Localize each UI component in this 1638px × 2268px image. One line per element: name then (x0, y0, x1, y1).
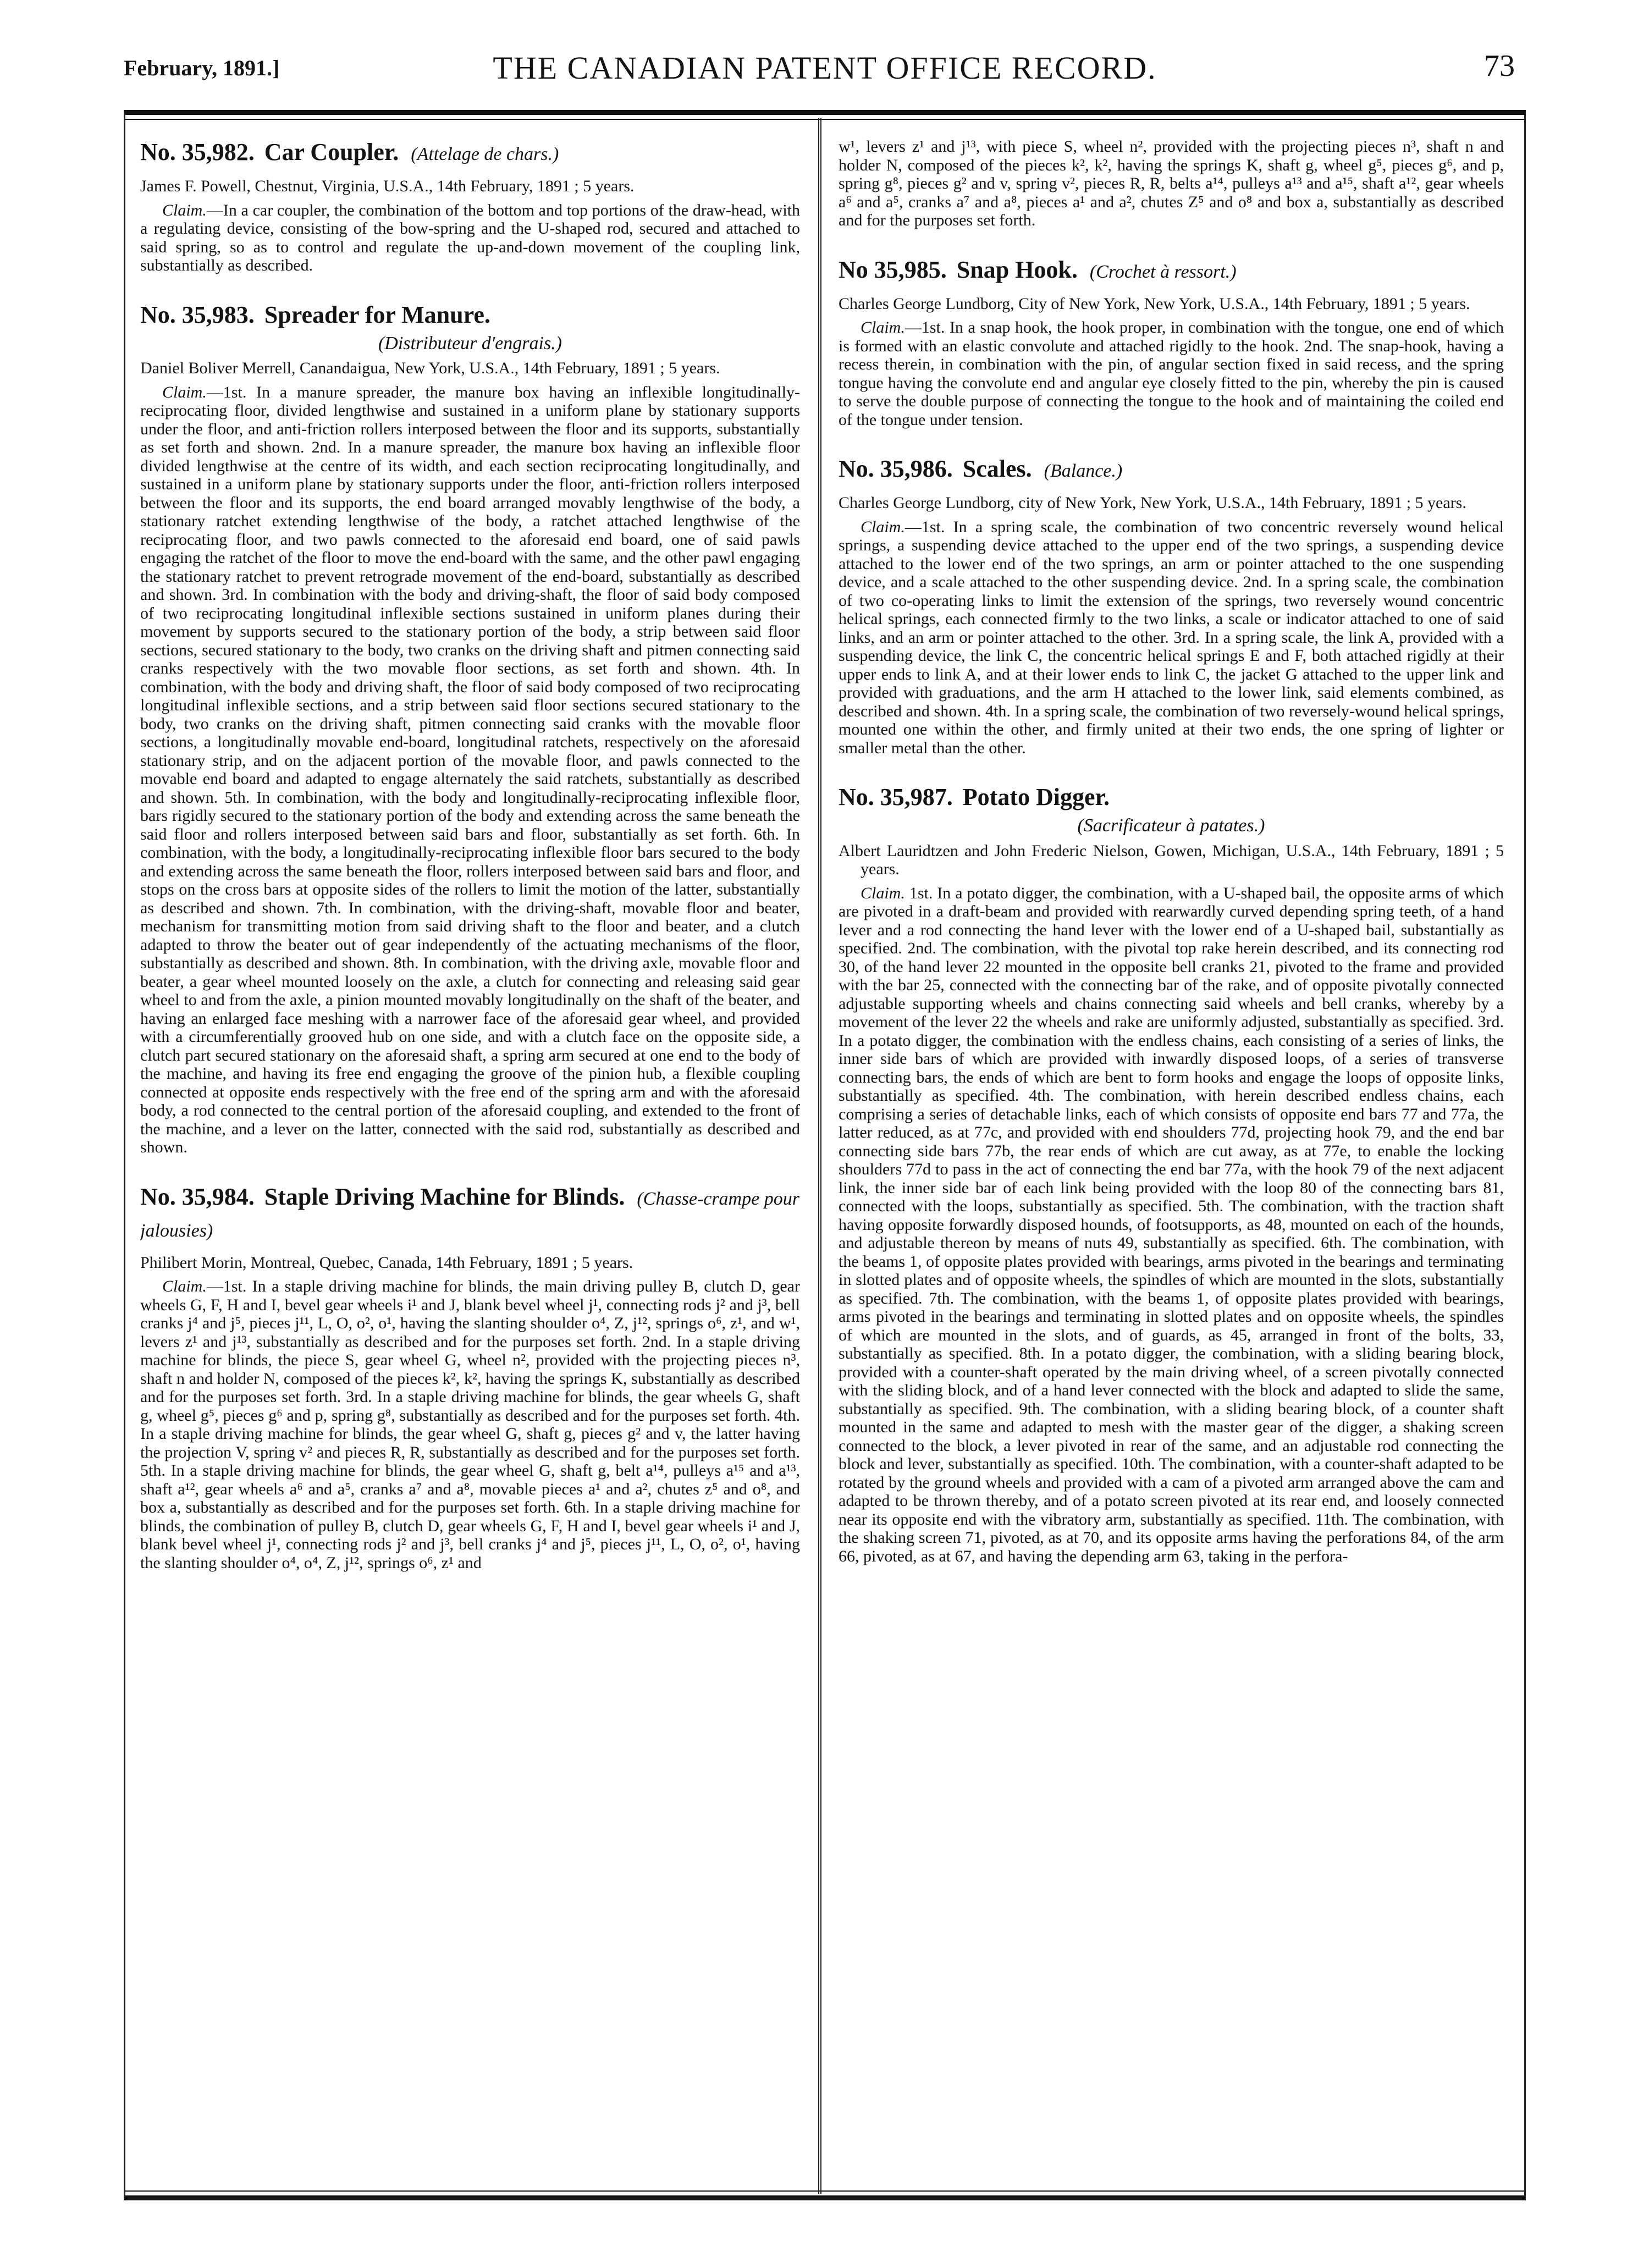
applicant: Charles George Lundborg, City of New York, New York, U.S.A., 14th February, 1891 ; 5 years. (839, 294, 1470, 313)
patent-entry (140, 137, 800, 275)
issue-date: February, 1891.] (124, 56, 280, 80)
claim-label: Claim. (861, 884, 905, 902)
publication-title: THE CANADIAN PATENT OFFICE RECORD. (493, 50, 1157, 86)
left-column (140, 137, 800, 2183)
patent-number: No. 35,986. (839, 455, 953, 482)
french-title: (Balance.) (1044, 461, 1123, 481)
patent-entry (140, 300, 800, 1157)
patent-title: Spreader for Manure. (264, 301, 490, 328)
patent-heading (839, 255, 1504, 287)
applicant: Albert Lauridtzen and John Frederic Nielson, Gowen, Michigan, U.S.A., 14th February, 1891 ; 5 years. (839, 841, 1504, 878)
column-rule (818, 118, 821, 2194)
patent-entry (839, 454, 1504, 757)
claim-label: Claim. (162, 201, 207, 219)
claim-text (839, 137, 1504, 230)
patent-entry (839, 782, 1504, 1565)
applicant: Daniel Boliver Merrell, Canandaigua, New York, U.S.A., 14th February, 1891 ; 5 years. (140, 359, 720, 377)
patent-heading (140, 300, 800, 330)
right-column (839, 137, 1504, 2183)
claim-label: Claim. (861, 517, 905, 536)
french-title: (Sacrificateur à patates.) (1077, 815, 1265, 836)
french-title: (Attelage de chars.) (411, 144, 559, 164)
patent-title: Staple Driving Machine for Blinds. (264, 1183, 625, 1210)
claim-text (839, 518, 1504, 758)
patent-number: No. 35,984. (140, 1183, 255, 1210)
patent-title: Scales. (962, 455, 1032, 482)
french-title: (Distributeur d'engrais.) (378, 333, 562, 354)
patent-heading (839, 782, 1504, 812)
claim-text (140, 201, 800, 275)
claim-label: Claim. (162, 1277, 207, 1295)
patent-heading (839, 454, 1504, 486)
patent-heading (140, 1182, 800, 1246)
page-number: 73 (1484, 49, 1515, 83)
claim-label: Claim. (162, 383, 207, 401)
continued-claim (839, 137, 1504, 230)
claim-body: w¹, levers z¹ and j¹³, with piece S, wheel n², provided with the projecting pieces n³, shaft n and holder N, composed of the pieces k², k², having the springs K, shaft g, wheel g⁵, pieces g⁶, and p, spring g⁸, pieces g² and v, spring v², pieces R, R, belts a¹⁴, pulleys a¹³ and a¹⁵, shaft a¹², gear wheels a⁶ and a⁵, cranks a⁷ and a⁸, pieces a¹ and a², chutes Z⁵ and o⁸ and box a, substantially as described and for the purposes set forth. (839, 137, 1504, 229)
patent-number: No. 35,987. (839, 783, 953, 810)
claim-body: 1st. In a potato digger, the combination, with a U-shaped bail, the opposite arms of which are pivoted in a draft-beam and provided with rearwardly curved depending spring teeth, of a hand lever and a rod connecting the hand lever with the lower end of a U-shaped bail, substantially as specified. 2nd. The combination, with the pivotal top rake herein described, and its connecting rod 30, of the hand lever 22 mounted in the opposite bell cranks 21, pivoted to the frame and provided with the bar 25, connected with the connecting bar of the rake, and of opposite pivotally connected adjustable supporting wheels and chains connecting said wheels and bell cranks, whereby by a movement of the lever 22 the wheels and rake are uniformly adjusted, substantially as specified. 3rd. In a potato digger, the combination with the endless chains, each consisting of a series of links, the inner side bars of which are provided with inwardly disposed loops, of a series of transverse connecting bars, the ends of which are bent to form hooks and engage the loops of opposite links, substantially as specified. 4th. The combination, with herein described endless chains, each comprising a series of detachable links, each of which consists of opposite end bars 77 and 77a, the latter reduced, as at 77c, and provided with end shoulders 77d, projecting hook 79, and the end bar connecting side bars 77b, the rear ends of which are cut away, as at 77e, to enable the locking shoulders 77d to pass in the act of connecting the end bar 77a, with the hook 79 of the next adjacent link, the inner side bar of each link being provided with the loop 80 of the connecting bars 81, connected with the loops, substantially as specified. 5th. The combination, with the traction shaft having opposite forwardly disposed hounds, of footsupports, as 48, mounted on each of the hounds, and adjustable thereon by means of nuts 49, substantially as specified. 6th. The combination, with the beams 1, of opposite plates provided with bearings, arms pivoted in the bearings and terminating in slotted plates and of opposite wheels, the spindles of which are mounted in the slots, substantially as specified. 7th. The combination, with the beams 1, of opposite plates provided with bearings, arms pivoted in the bearings and terminating in slotted plates and on opposite wheels, the spindles of which are mounted in the slots, and of guards, as 45, arranged in front of the bolts, 33, substantially as specified. 8th. In a potato digger, the combination, with a sliding bearing block, provided with a counter-shaft operated by the main driving wheel, of a screen pivotally connected with the sliding block, and of a hand lever connected with the block and adapted to slide the same, substantially as specified. 9th. The combination, with a sliding bearing block, of a counter shaft mounted in the same and adapted to mesh with the master gear of the digger, a shaking screen connected to the block, a lever pivoted in rear of the same, and an adjustable rod connecting the block and lever, substantially as specified. 10th. The combination, with a counter-shaft adapted to be rotated by the ground wheels and provided with a cam of a pivoted arm arranged above the cam and adapted to be thrown thereby, and of a potato screen pivoted at its rear end, and loosely connected near its opposite end with the vibratory arm, substantially as specified. 11th. The combination, with the shaking screen 71, pivoted, as at 70, and its opposite arms having the perforations 84, of the arm 66, pivoted, as at 67, and having the depending arm 63, taking in the perfora- (839, 884, 1504, 1565)
patent-number: No. 35,982. (140, 139, 255, 165)
patent-number: No. 35,983. (140, 301, 255, 328)
patent-title: Snap Hook. (956, 256, 1078, 283)
claim-text (839, 318, 1504, 429)
claim-text (839, 884, 1504, 1566)
claim-text (140, 1277, 800, 1572)
patent-number: No 35,985. (839, 256, 947, 283)
claim-body: —1st. In a snap hook, the hook proper, in combination with the tongue, one end of which is formed with an elastic convolute and attached rigidly to the hook. 2nd. The snap-hook, having a recess therein, in combination with the pin, of angular section fixed in said recess, and the spring tongue having the convolute end and angular eye closely fitted to the pin, whereby the pin is caused to serve the double purpose of connecting the tongue to the hook and of maintaining the coiled end of the tongue under tension. (839, 318, 1504, 429)
applicant: Philibert Morin, Montreal, Quebec, Canada, 14th February, 1891 ; 5 years. (140, 1253, 633, 1272)
french-title: (Crochet à ressort.) (1089, 261, 1237, 282)
claim-label: Claim. (861, 318, 905, 336)
claim-body: —1st. In a manure spreader, the manure box having an inflexible longitudinally-reciprocating floor, divided lengthwise and sustained in a uniform plane by stationary supports under the floor, and anti-friction rollers interposed between the floor and its supports, substantially as set forth and shown. 2nd. In a manure spreader, the manure box having an inflexible floor divided lengthwise at the centre of its width, and each section reciprocating longitudinally, and sustained in a uniform plane by stationary supports under the floor, anti-friction rollers interposed between the floor and its supports, the end board arranged movably lengthwise of the body, a stationary ratchet extending lengthwise of the body, a ratchet attached lengthwise of the reciprocating floor, and two pawls connected to the aforesaid end board, one of said pawls engaging the ratchet of the floor to move the end-board with the same, and the other pawl engaging the stationary ratchet to prevent retrograde movement of the end-board, substantially as described and shown. 3rd. In combination with the body and driving-shaft, the floor of said body composed of two reciprocating longitudinal inflexible sections sustained in uniform planes during their movement by supports secured to the stationary portion of the body, a strip between said floor sections, secured stationary to the body, two cranks on the driving shaft and pitmen connecting said cranks respectively with the two movable floor sections, as set forth and shown. 4th. In combination, with the body and driving shaft, the floor of said body composed of two reciprocating longitudinal inflexible sections, and a strip between said floor sections secured stationary to the body, two cranks on the driving shaft, pitmen connecting said cranks with the movable floor sections, a longitudinally movable end-board, longitudinal ratchets, respectively on the aforesaid stationary strip, and on the adjacent portion of the movable floor, and pawls connected to the movable end board and adapted to engage alternately the said ratchets, substantially as described and shown. 5th. In combination, with the body and longitudinally-reciprocating inflexible floor, bars rigidly secured to the stationary portion of the body and extending across the same beneath the said floor and rollers interposed between said bars and floor, substantially as set forth. 6th. In combination, with the body, a longitudinally-reciprocating inflexible floor bars secured to the body and extending across the same beneath the floor, rollers interposed between said bars and floor, and stops on the cross bars at opposite sides of the rollers to limit the motion of the latter, substantially as described and shown. 7th. In combination, with the driving-shaft, movable floor and beater, mechanism for transmitting motion from said driving shaft to the floor and beater, and a clutch adapted to throw the beater out of gear independently of the actuating mechanisms of the floor, substantially as described and shown. 8th. In combination, with the driving axle, movable floor and beater, a gear wheel mounted loosely on the axle, a clutch for connecting and releasing said gear wheel to and from the axle, a pinion mounted movably longitudinally on the shaft of the beater, and having an enlarged face meshing with a narrower face of the aforesaid gear wheel, and provided with a circumferentially grooved hub on one side, and with a clutch face on the opposite side, a clutch part secured stationary on the aforesaid shaft, a spring arm secured at one end to the body of the machine, and having its free end engaging the groove of the pinion hub, a flexible coupling connected at opposite ends respectively with the free end of the spring arm and with the aforesaid body, a rod connected to the central portion of the aforesaid coupling, and extended to the front of the machine, and a lever on the latter, connected with the said rod, substantially as described and shown. (140, 383, 800, 1156)
applicant: Charles George Lundborg, city of New York, New York, U.S.A., 14th February, 1891 ; 5 years. (839, 494, 1466, 512)
claim-text (140, 383, 800, 1157)
claim-body: —In a car coupler, the combination of the bottom and top portions of the draw-head, with a regulating device, consisting of the bow-spring and the U-shaped rod, secured and attached to said spring, so as to control and regulate the up-and-down movement of the coupling link, substantially as described. (140, 201, 800, 274)
claim-body: —1st. In a spring scale, the combination of two concentric reversely wound helical springs, a suspending device attached to the upper end of the two springs, a suspending device attached to the lower end of the two springs, an arm or pointer attached to the one suspending device, and a scale attached to the other suspending device. 2nd. In a spring scale, the combination of two co-operating links to limit the extension of the springs, two reversely wound concentric helical springs, each connected firmly to the two links, a scale or indicator attached to one of said links, and an arm or pointer attached to the other. 3rd. In a spring scale, the link A, provided with a suspending device, the link C, the concentric helical springs E and F, both attached rigidly at their upper ends to link A, and at their lower ends to link C, the jacket G attached to the upper link and provided with graduations, and the arm H attached to the lower link, said elements combined, as described and shown. 4th. In a spring scale, the combination of two reversely-wound helical springs, mounted one within the other, and firmly united at their two ends, the one spring of lighter or smaller metal than the other. (839, 517, 1504, 757)
patent-heading (140, 137, 800, 169)
patent-entry (140, 1182, 800, 1572)
applicant: James F. Powell, Chestnut, Virginia, U.S.A., 14th February, 1891 ; 5 years. (140, 177, 635, 195)
claim-body: —1st. In a staple driving machine for blinds, the main driving pulley B, clutch D, gear wheels G, F, H and I, bevel gear wheels i¹ and J, blank bevel wheel j¹, connecting rods j² and j³, bell cranks j⁴ and j⁵, pieces j¹¹, L, O, o², o¹, having the slanting shoulder o⁴, Z, j¹², springs o⁶, z¹, and w¹, levers z¹ and j¹³, substantially as described and for the purposes set forth. 2nd. In a staple driving machine for blinds, the piece S, gear wheel G, wheel n², provided with the projecting pieces n³, shaft n and holder N, composed of the pieces k², k², having the springs K, substantially as described and for the purposes set forth. 3rd. In a staple driving machine for blinds, the gear wheels G, shaft g, wheel g⁵, pieces g⁶ and p, spring g⁸, substantially as described and for the purposes set forth. 4th. In a staple driving machine for blinds, the gear wheel G, shaft g, pieces g² and v, the latter having the projection V, spring v² and pieces R, R, substantially as described and for the purposes set forth. 5th. In a staple driving machine for blinds, the gear wheel G, shaft g, belt a¹⁴, pulleys a¹⁵ and a¹³, shaft a¹², gear wheels a⁶ and a⁵, cranks a⁷ and a⁸, movable pieces a¹ and a², chutes z⁵ and o⁸, and box a, substantially as described and for the purposes set forth. 6th. In a staple driving machine for blinds, the combination of pulley B, clutch D, gear wheels G, F, H and I, bevel gear wheels i¹ and J, blank bevel wheel j¹, connecting rods j² and j³, bell cranks j⁴ and j⁵, pieces j¹¹, L, O, o², o¹, having the slanting shoulder o⁴, o⁴, Z, j¹², springs o⁶, z¹ and (140, 1277, 800, 1572)
french-title: (Chasse-crampe pour jalousies) (140, 1188, 799, 1241)
patent-title: Car Coupler. (264, 139, 399, 165)
running-head (124, 45, 1526, 106)
patent-entry (839, 255, 1504, 429)
patent-title: Potato Digger. (962, 783, 1110, 810)
